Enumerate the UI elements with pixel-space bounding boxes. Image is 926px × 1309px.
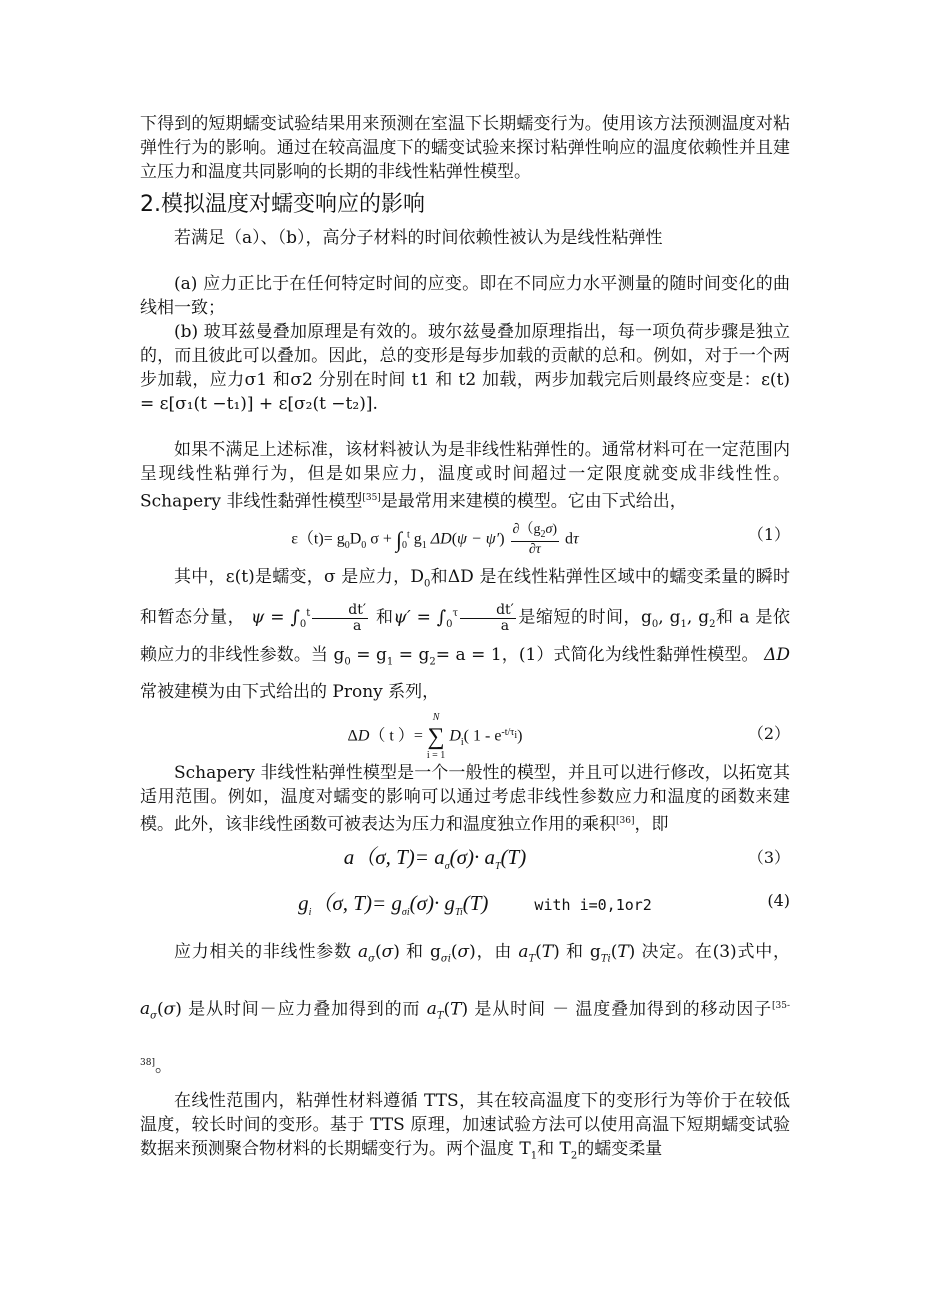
item-b-text: (b) 玻耳兹曼叠加原理是有效的。玻尔兹曼叠加原理指出，每一项负荷步骤是独立的，而且彼此可以叠加。因此，总的变形是每步加载的贡献的总和。例如，对于一个两步加载，应力σ1 和σ2 分别在时间 t1 和 t2 加载，两步加载完后则最终应变是： xyxy=(140,322,790,390)
paragraph-stress: 应力相关的非线性参数 $a_\sigma(\sigma)$ 和 $g_{\sigma i}(\sigma)$，由 $a_T(T)$ 和 $g_{Ti}(T)$ 决定。在(3)式中， $a_\sigma(\sigma)$ 是从时间－应力叠加得到的而 $a_T(T)$ 是从时间 － 温度叠加得到的移动因子[35-38]。 xyxy=(140,942,791,1077)
section-title: 2.模拟温度对蠕变响应的影响 xyxy=(140,192,425,217)
equation-3: a（σ, $T)= a_\sigma(\sigma)\cdot a_T(T)$ （3） xyxy=(343,845,790,873)
where-text-2: 和ΔD 是在线性粘弹性区域中的蠕变柔量的瞬时和暂态分量， xyxy=(140,566,790,628)
nonlinear-text-1: 如果不满足上述标准，该材料被认为是非线性粘弹性的。通常材料可在一定范围内呈现线性粘弹行为，但是如果应力，温度或时间超过一定限度就变成非线性性。Schapery 非线性黏弹性模型 xyxy=(140,440,790,512)
equation-1-number: （1） xyxy=(747,524,790,544)
stress-text-5: 决定。在(3)式中， xyxy=(641,942,791,963)
equation-1: $\varepsilon(t)= g_0D_0$ $\sigma + \int_0^t$ $g_1$ ΔD(ψ − ψ′) $\frac{\partial(g_2\sigma)}{\partial\tau}$ dτ （1） xyxy=(291,521,790,558)
paragraph-schapery xyxy=(140,761,790,837)
schapery-end: ，即 xyxy=(634,815,669,836)
citation-35-38: [35-38] xyxy=(140,1000,790,1068)
where-text-1: 其中，ε(t)是蠕变，σ 是应力，D xyxy=(174,566,424,587)
tts-text-1: 在线性范围内，粘弹性材料遵循 TTS，其在较高温度下的变形行为等价于在较低温度，较长时间的变形。基于 TTS 原理，加速试验方法可以使用高温下短期蠕变试验数据来预测聚合物材料的长期蠕变行为。两个温度 T xyxy=(140,1091,790,1160)
paragraph-intro: 下得到的短期蠕变试验结果用来预测在室温下长期蠕变行为。使用该方法预测温度对粘弹性行为的影响。通过在较高温度下的蠕变试验来探讨粘弹性响应的温度依赖性并且建立压力和温度共同影响的长期的非线性粘弹性模型。 xyxy=(140,114,790,182)
stress-text-1: 应力相关的非线性参数 xyxy=(174,942,352,963)
stress-text-4: 和 xyxy=(565,942,584,963)
stress-end: 。 xyxy=(154,1056,172,1077)
stress-text-3: ，由 xyxy=(475,942,513,963)
where-text-3: 是缩短的时间，g xyxy=(517,607,652,628)
stress-text-2: 和 xyxy=(406,942,424,963)
equation-4: $g_i(\sigma$, $T)= g_{\sigma i}(\sigma)\cdot g_{Ti}(T)$ with i=0,1or2 (4) xyxy=(298,891,790,919)
equation-4-number: (4) xyxy=(767,891,790,911)
citation-35: [35] xyxy=(362,493,381,503)
where-text-5: = a = 1，(1）式简化为线性黏弹性模型。 xyxy=(435,645,759,666)
where-text-6: 常被建模为由下式给出的 Prony 系列， xyxy=(140,682,440,703)
schapery-text: Schapery 非线性粘弹性模型是一个一般性的模型，并且可以进行修改，以拓宽其适用范围。例如，温度对蠕变的影响可以通过考虑非线性参数应力和温度的函数来建模。此外，该非线性函数可被表达为压力和温度独立作用的乘积 xyxy=(140,763,790,836)
equation-2: ΔD（ t ）= N ∑ i = 1 $D_i$( $1 - e^{-t/\tau_i}$) （2） xyxy=(347,712,790,762)
paragraph-where: 其中，ε(t)是蠕变，σ 是应力，$D_0$和ΔD 是在线性粘弹性区域中的蠕变柔量的瞬时和暂态分量， $\psi = \int_0^t$ $\frac{dt'}{a}$ 和$\psi' = \int_0^\tau$ $\frac{dt'}{a}$ 是缩短的时间，$g_0$, $g_1$, $g_2$和 a 是依赖应力的非线性参数。当 $g_0 = g_1 = g_2= a = 1$，(1）式简化为线性黏弹性模型。 ΔD 常被建模为由下式给出的 Prony 系列， xyxy=(140,566,790,703)
where-text-4: 和 a 是依赖应力的非线性参数。当 g xyxy=(140,607,790,666)
tts-text-2: 和 T xyxy=(537,1139,571,1160)
equation-2-number: （2） xyxy=(747,724,790,744)
paragraph-condition: 若满足（a）、（b），高分子材料的时间依赖性被认为是线性粘弹性 xyxy=(174,228,663,248)
paragraph-tts: 在线性范围内，粘弹性材料遵循 TTS，其在较高温度下的变形行为等价于在较低温度，较长时间的变形。基于 TTS 原理，加速试验方法可以使用高温下短期蠕变试验数据来预测聚合物材料的长期蠕变行为。两个温度 $T_1$和 $T_2$的蠕变柔量 xyxy=(140,1091,790,1162)
equation-3-number: （3） xyxy=(747,848,790,868)
tts-text-3: 的蠕变柔量 xyxy=(577,1139,663,1160)
equation-4-condition: with i=0,1or2 xyxy=(534,896,652,915)
document-page xyxy=(140,112,790,1169)
citation-36: [36] xyxy=(616,816,635,827)
stress-text-7: 是从时间 － 温度叠加得到的移动因子 xyxy=(474,999,772,1020)
item-a: (a) 应力正比于在任何特定时间的应变。即在不同应力水平测量的随时间变化的曲线相一致； xyxy=(140,274,790,318)
paragraph-nonlinear xyxy=(140,438,790,514)
nonlinear-text-2: 是最常用来建模的模型。它由下式给出， xyxy=(380,491,687,512)
stress-text-6: 是从时间－应力叠加得到的而 xyxy=(188,999,421,1020)
item-b-formula: ε(t) = ε[σ₁(t −t₁)] + ε[σ₂(t −t₂)]. xyxy=(140,370,790,414)
item-b xyxy=(140,320,790,416)
